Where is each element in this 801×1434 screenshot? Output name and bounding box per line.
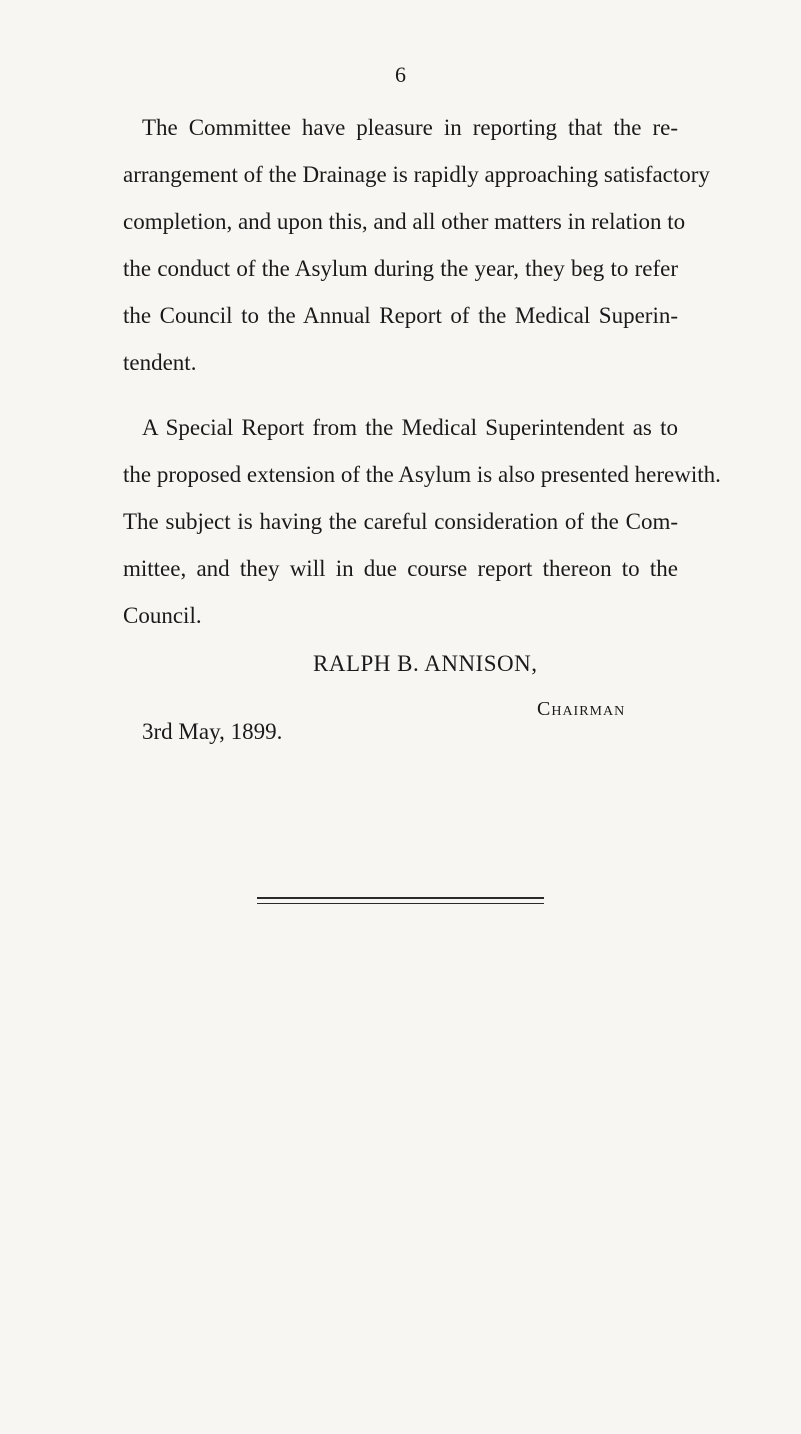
closing-rule-thin [257,903,544,904]
text-line: The Committee have pleasure in reporting that the re- [142,115,678,140]
closing-rule-thick [257,897,544,899]
text-line: The subject is having the careful consideration of the Com- [123,509,678,534]
text-line: the conduct of the Asylum during the year, they beg to refer [123,256,678,281]
text-line: the Council to the Annual Report of the Medical Superin- [123,303,678,328]
signatory-name: RALPH B. ANNISON, [313,651,538,676]
text-line: mittee, and they will in due course report thereon to the [123,556,678,581]
text-line: the proposed extension of the Asylum is also presented herewith. [123,462,721,487]
text-line: tendent. [123,350,197,375]
signatory-title: Chairman [537,698,626,720]
page-number: 6 [395,62,406,87]
report-date: 3rd May, 1899. [142,719,283,744]
text-line: A Special Report from the Medical Superintendent as to [142,415,678,440]
text-line: completion, and upon this, and all other matters in relation to [123,209,686,234]
text-line: arrangement of the Drainage is rapidly approaching satisfactory [123,162,710,187]
text-line: Council. [123,603,202,628]
